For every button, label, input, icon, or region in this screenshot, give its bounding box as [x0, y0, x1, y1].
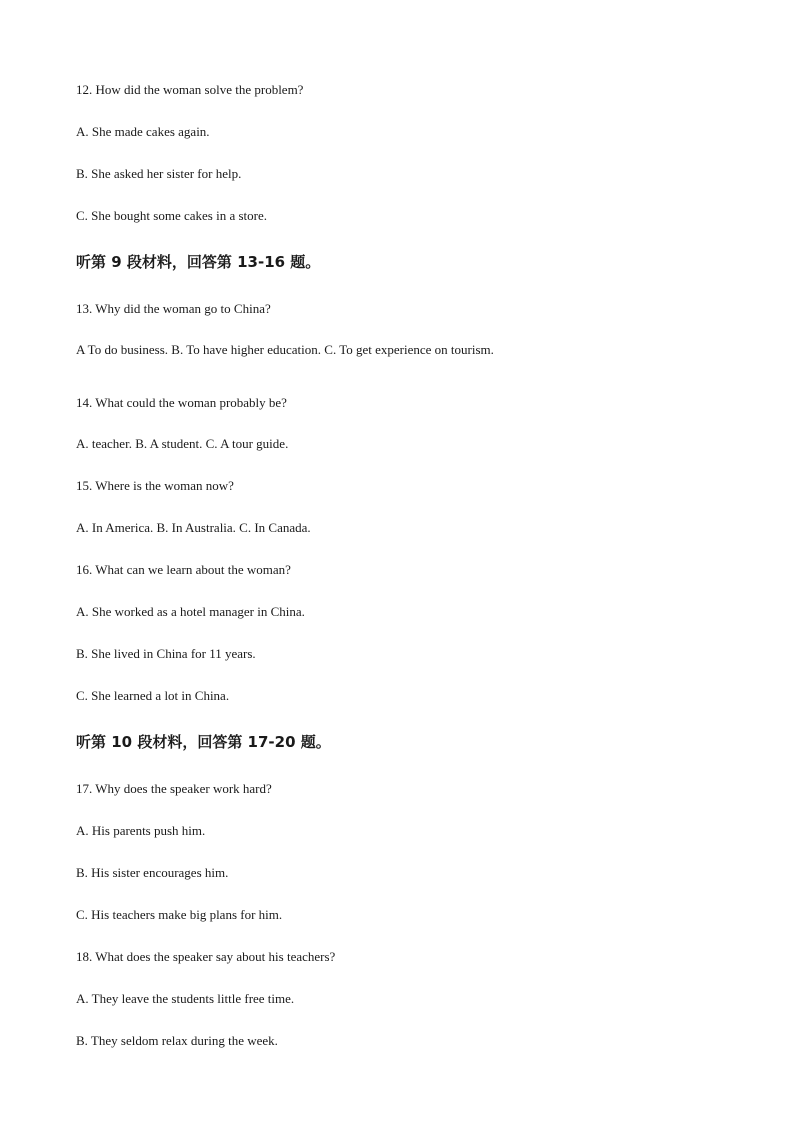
question-18-option-a: A. They leave the students little free time.: [76, 991, 295, 1006]
question-17-option-b: B. His sister encourages him.: [76, 865, 229, 880]
section-10-heading: 听第 10 段材料，回答第 17-20 题。: [76, 733, 331, 751]
question-16: 16. What can we learn about the woman?: [76, 562, 291, 577]
question-17-option-a: A. His parents push him.: [76, 823, 206, 838]
question-14: 14. What could the woman probably be?: [76, 395, 287, 410]
section-9-heading: 听第 9 段材料，回答第 13-16 题。: [76, 253, 321, 271]
question-15-options: A. In America. B. In Australia. C. In Canada.: [76, 520, 311, 535]
question-13-options: A To do business. B. To have higher education. C. To get experience on tourism.: [76, 342, 494, 357]
question-13: 13. Why did the woman go to China?: [76, 301, 271, 316]
question-18-option-b: B. They seldom relax during the week.: [76, 1033, 278, 1048]
question-16-option-c: C. She learned a lot in China.: [76, 688, 230, 703]
question-14-options: A. teacher. B. A student. C. A tour guide.: [76, 436, 289, 451]
question-16-option-b: B. She lived in China for 11 years.: [76, 646, 256, 661]
question-12-option-c: C. She bought some cakes in a store.: [76, 208, 267, 223]
question-17-option-c: C. His teachers make big plans for him.: [76, 907, 283, 922]
question-18: 18. What does the speaker say about his teachers?: [76, 949, 336, 964]
question-15: 15. Where is the woman now?: [76, 478, 234, 493]
question-12: 12. How did the woman solve the problem?: [76, 82, 304, 97]
question-12-option-b: B. She asked her sister for help.: [76, 166, 242, 181]
question-17: 17. Why does the speaker work hard?: [76, 781, 272, 796]
question-12-option-a: A. She made cakes again.: [76, 124, 210, 139]
question-16-option-a: A. She worked as a hotel manager in China.: [76, 604, 305, 619]
